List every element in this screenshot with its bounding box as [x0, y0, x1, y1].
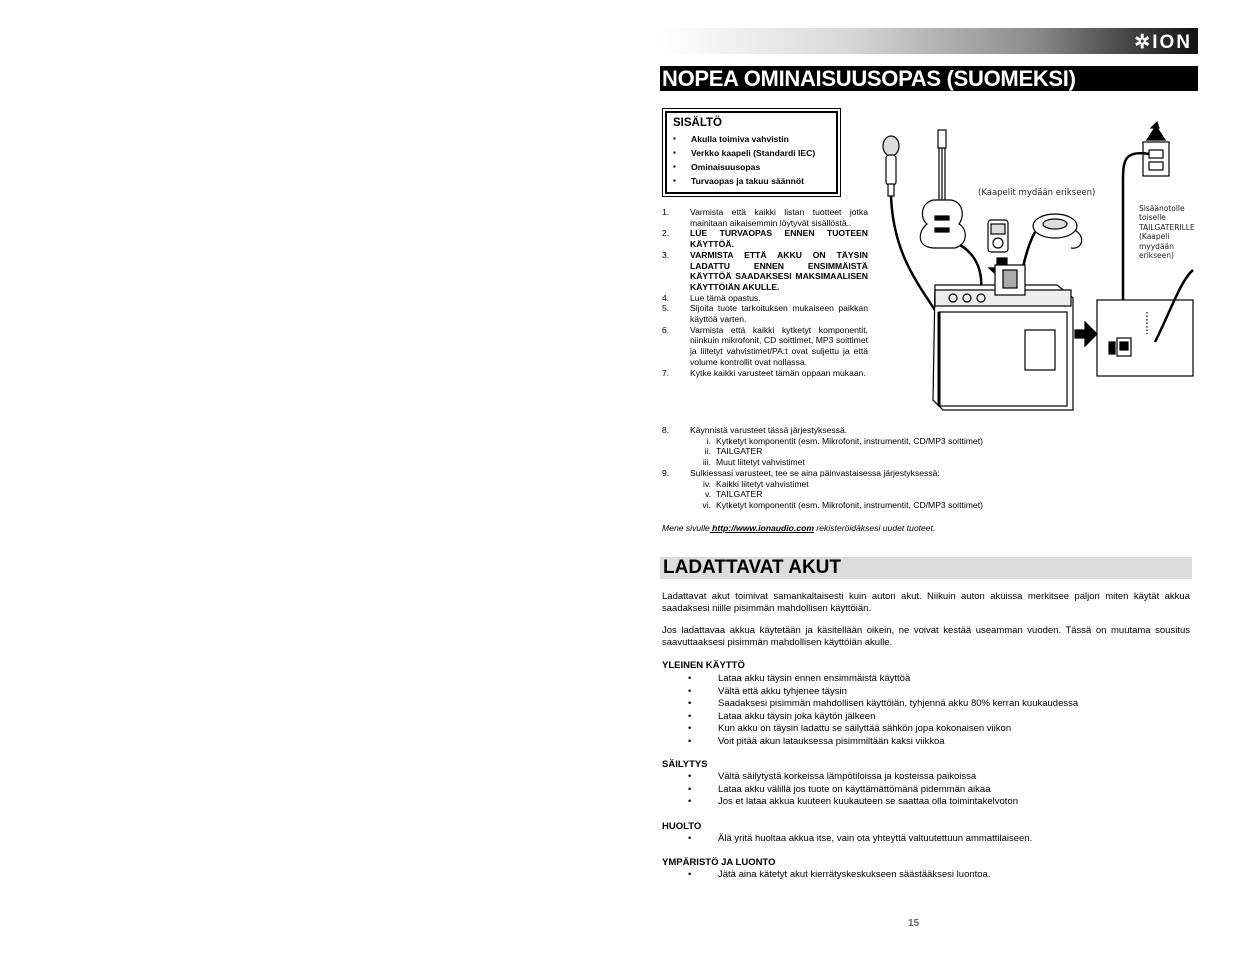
- step-4: 4. Lue tämä opastus.: [662, 292, 761, 303]
- list-item: • Vältä säilytystä korkeissa lämpötiloissa ja kosteissa paikoissa: [688, 771, 1018, 784]
- step-8-sub: i. Kytketyt komponentit (esm. Mikrofonit, instrumentit, CD/MP3 soittimet): [706, 435, 983, 446]
- step-8-sub: iii. Muut liitetyt vahvistimet: [702, 457, 805, 468]
- step-3: 3. VARMISTA ETTÄ AKKU ON TÄYSIN LADATTU ENNEN ENSIMMÄISTÄ KÄYTTÖÄ SAADAKSESI MAKSIMAALISEN KÄYTTÖIÄN AKULLE.: [662, 249, 868, 292]
- contents-item: ▪ Turvaopas ja takuu säännöt: [673, 174, 830, 188]
- registration-note: Mene sivulle http://www.ionaudio.com rekisteröidäksesi uudet tuoteet.: [662, 523, 936, 533]
- contents-item: ▪ Ominaisuusopas: [673, 160, 830, 174]
- contents-item: ▪ Verkko kaapeli (Standardi IEC): [673, 146, 830, 160]
- microphone-icon: [883, 136, 899, 196]
- list-item: • Lataa akku välillä jos tuote on käyttämättömänä pidemmän aikaa: [688, 784, 1018, 797]
- batteries-paragraph-1: Ladattavat akut toimivat samankaltaisesti kuin auton akut. Niikuin auton akuissa merkitsee paljon miten käytät akkua saadaksesi niille pisimmän mahdollisen käyttöiän.: [662, 591, 1190, 614]
- connection-diagram-drawing: [875, 120, 1205, 430]
- page-title: NOPEA OMINAISUUSOPAS (SUOMEKSI): [660, 66, 1198, 91]
- amplifier-icon: [933, 265, 1073, 410]
- step-9: 9. Sulkiessasi varusteet, tee se aina päinvastaisessa järjestyksessä:: [662, 467, 940, 478]
- step-9-sub: iv. Kaikki liitetyt vahvistimet: [703, 478, 809, 489]
- back-panel-icon: [1097, 300, 1193, 376]
- ion-logo: ✲ION: [1134, 32, 1192, 53]
- list-item: • Jos et lataa akkua kuuteen kuukauteen se saattaa olla toimintakelvoton: [688, 796, 1018, 809]
- list-item: • Voit pitää akun latauksessa pisimmiltään kaksi viikkoa: [688, 736, 1078, 749]
- storage-list: [688, 771, 1018, 809]
- general-use-list: [688, 673, 1078, 749]
- step-5: 5. Sijoita tuote tarkoituksen mukaiseen paikkan käyttöä varten.: [662, 303, 868, 325]
- step-9-sub: vi. Kytketyt komponentit (esm. Mikrofonit, instrumentit, CD/MP3 soittimet): [702, 499, 983, 510]
- service-heading: HUOLTO: [662, 821, 702, 832]
- step-9-sub: v. TAILGATER: [704, 489, 763, 500]
- contents-title: SISÄLTÖ: [673, 117, 722, 129]
- list-item: • Lataa akku täysin joka käytön jälkeen: [688, 711, 1078, 724]
- ipod-icon: [988, 220, 1008, 252]
- contents-item: ▪ Akulla toimiva vahvistin: [673, 132, 830, 146]
- power-caption: Sisäänotolle toiselle TAILGATERILLE (Kaapeli myydään erikseen): [1139, 204, 1195, 261]
- cd-player-icon: [1033, 214, 1077, 238]
- step-8-sub: ii. TAILGATER: [704, 446, 763, 457]
- power-outlet-icon: [1143, 122, 1169, 176]
- step-8: 8. Käynnistä varusteet tässä järjestyksessä.: [662, 425, 848, 435]
- environment-heading: YMPÄRISTÖ JA LUONTO: [662, 857, 776, 868]
- batteries-section-title: LADATTAVAT AKUT: [660, 557, 1192, 579]
- contents-box: [662, 108, 841, 197]
- setup-steps: [662, 207, 868, 378]
- step-1: 1. Varmista että kaikki listan tuotteet jotka mainitaan aikaisemmin löytyvät sisällöstä..: [662, 207, 868, 228]
- service-list: [688, 833, 1032, 846]
- general-use-heading: YLEINEN KÄYTTÖ: [662, 660, 745, 671]
- environment-list: [688, 869, 990, 882]
- list-item: • Älä yritä huoltaa akkua itse, vain ota yhteyttä valtuutettuun ammattilaiseen.: [688, 833, 1032, 846]
- list-item: • Saadaksesi pisimmän mahdollisen käyttöiän, tyhjennä akku 80% kerran kuukaudessa: [688, 698, 1078, 711]
- list-item: • Jätä aina kätetyt akut kierrätyskeskukseen säästääksesi luontoa.: [688, 869, 990, 882]
- ionaudio-link[interactable]: http://www.ionaudio.com: [709, 523, 814, 533]
- batteries-paragraph-2: Jos ladattavaa akkua käytetään ja käsitellään oikein, ne voivat kestää useamman vuoden. Tässä on muutama sousitus saavuttaaksesi pisimmän mahdollisen käyttöiän akulle.: [662, 625, 1190, 648]
- connection-diagram: [875, 120, 1205, 430]
- contents-list: [673, 132, 830, 188]
- cables-caption: (Kaapelit mydään erikseen): [978, 188, 1096, 198]
- list-item: • Lataa akku täysin ennen ensimmäistä käyttöä: [688, 673, 1078, 686]
- list-item: • Vältä että akku tyhjenee täysin: [688, 686, 1078, 699]
- step-8-block: [662, 425, 983, 511]
- guitar-icon: [920, 130, 965, 248]
- header-gradient-bar: [660, 28, 1198, 54]
- step-6: 6. Varmista että kaikki kytketyt komponentit, niinkuin mikrofonit, CD soittimet, MP3 soittimet ja liitetyt vahvistimet/PA:t ovat suljettu ja että volume kontrollit ovat nollassa.: [662, 324, 868, 367]
- list-item: • Kun akku on täysin ladattu se säilyttää sähkön jopa kokonaisen viikon: [688, 723, 1078, 736]
- step-2: 2. LUE TURVAOPAS ENNEN TUOTEEN KÄYTTÖÄ.: [662, 228, 868, 250]
- step-7: 7. Kytke kaikki varusteet tämän oppaan mukaan.: [662, 367, 866, 378]
- storage-heading: SÄILYTYS: [662, 759, 708, 770]
- page-number: 15: [908, 918, 920, 929]
